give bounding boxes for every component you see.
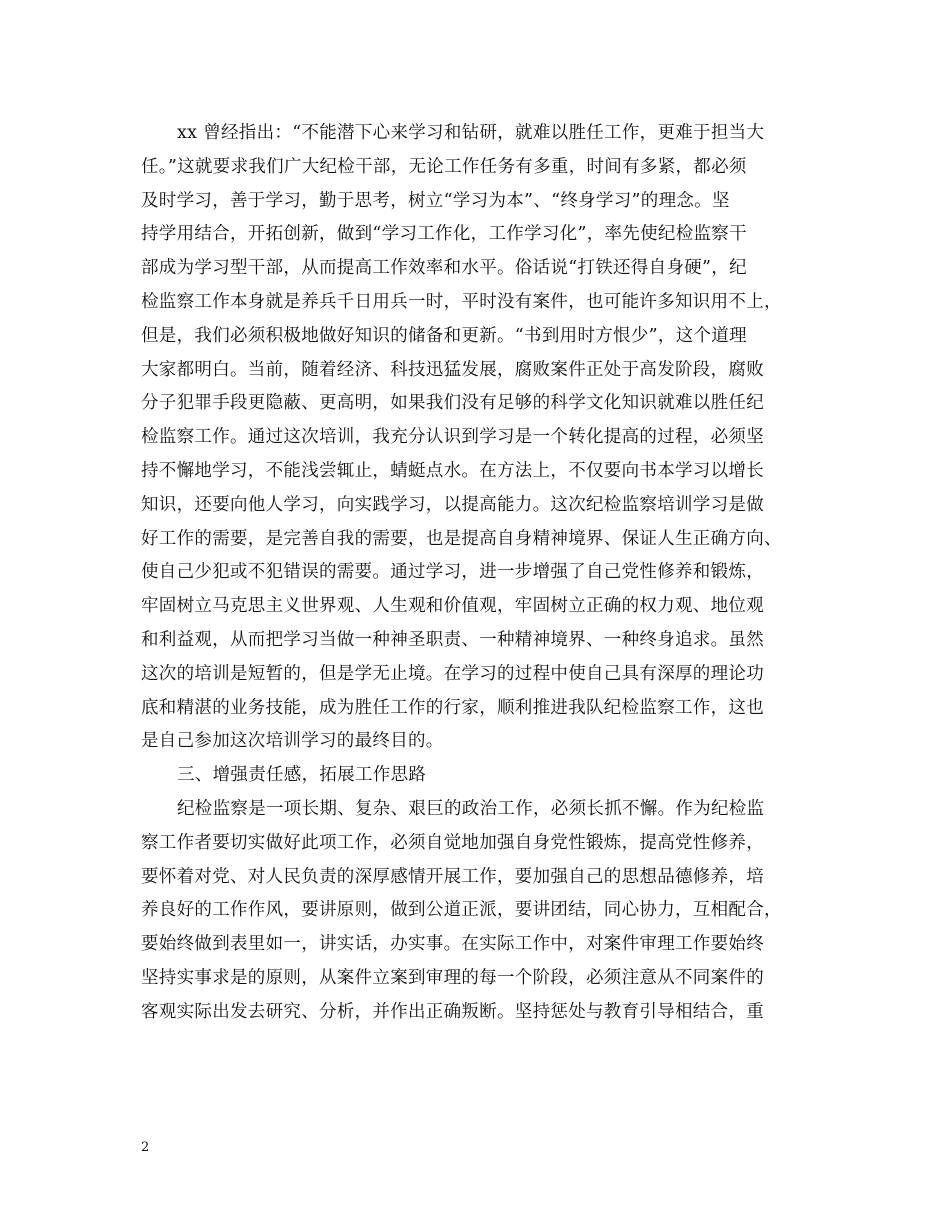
section-heading-text: 三、增强责任感，拓展工作思路 (177, 765, 427, 786)
text-line: 好工作的需要，是完善自我的需要，也是提高自身精神境界、保证人生正确方向、 (141, 528, 782, 549)
text-line: 检监察工作。通过这次培训，我充分认识到学习是一个转化提高的过程，必须坚 (141, 427, 764, 448)
text-line: 底和精湛的业务技能，成为胜任工作的行家，顺利推进我队纪检监察工作，这也 (141, 697, 764, 718)
text-line: 和利益观，从而把学习当做一种神圣职责、一种精神境界、一种终身追求。虽然 (141, 629, 764, 650)
text-line: 分子犯罪手段更隐蔽、更高明，如果我们没有足够的科学文化知识就难以胜任纪 (141, 393, 764, 414)
text-line: 检监察工作本身就是养兵千日用兵一时，平时没有案件，也可能许多知识用不上， (141, 291, 782, 312)
page-number: 2 (141, 1140, 150, 1155)
page-content (141, 117, 821, 1030)
text-line: 是自己参加这次培训学习的最终目的。 (141, 731, 444, 752)
text-line: 这次的培训是短暂的，但是学无止境。在学习的过程中使自己具有深厚的理论功 (141, 663, 764, 684)
section-heading (141, 759, 821, 793)
text-line: 纪检监察是一项长期、复杂、艰巨的政治工作，必须长抓不懈。作为纪检监 (177, 798, 765, 819)
text-line: 坚持实事求是的原则，从案件立案到审理的每一个阶段，必须注意从不同案件的 (141, 967, 764, 988)
text-line: xx 曾经指出：“不能潜下心来学习和钻研，就难以胜任工作，更难于担当大 (177, 123, 765, 143)
text-line: 大家都明白。当前，随着经济、科技迅猛发展，腐败案件正处于高发阶段，腐败 (141, 359, 764, 380)
paragraph (141, 793, 821, 1030)
text-line: 及时学习，善于学习，勤于思考，树立“学习为本”、“终身学习”的理念。坚 (141, 190, 730, 211)
text-line: 任。”这就要求我们广大纪检干部，无论工作任务有多重，时间有多紧，都必须 (141, 156, 747, 177)
text-line: 客观实际出发去研究、分析，并作出正确叛断。坚持惩处与教育引导相结合，重 (141, 1001, 764, 1022)
text-line: 要始终做到表里如一，讲实话，办实事。在实际工作中，对案件审理工作要始终 (141, 934, 764, 955)
text-line: 持学用结合，开拓创新，做到“学习工作化，工作学习化”，率先使纪检监察干 (141, 224, 747, 245)
text-line: 使自己少犯或不犯错误的需要。通过学习，进一步增强了自己党性修养和锻炼， (141, 562, 764, 583)
text-line: 要怀着对党、对人民负责的深厚感情开展工作，要加强自己的思想品德修养，培 (141, 866, 764, 887)
text-line: 知识，还要向他人学习，向实践学习，以提高能力。这次纪检监察培训学习是做 (141, 494, 764, 515)
text-line: 察工作者要切实做好此项工作，必须自觉地加强自身党性锻炼，提高党性修养， (141, 832, 764, 853)
text-line: 养良好的工作作风，要讲原则，做到公道正派，要讲团结，同心协力，互相配合， (141, 900, 782, 921)
text-line: 但是，我们必须积极地做好知识的储备和更新。“书到用时方恨少”，这个道理 (141, 325, 747, 346)
text-line: 部成为学习型干部，从而提高工作效率和水平。俗话说“打铁还得自身硬”，纪 (141, 258, 747, 279)
text-line: 牢固树立马克思主义世界观、人生观和价值观，牢固树立正确的权力观、地位观 (141, 596, 764, 617)
text-line: 持不懈地学习，不能浅尝辄止，蜻蜓点水。在方法上，不仅要向书本学习以增长 (141, 460, 764, 481)
paragraph (141, 117, 821, 759)
